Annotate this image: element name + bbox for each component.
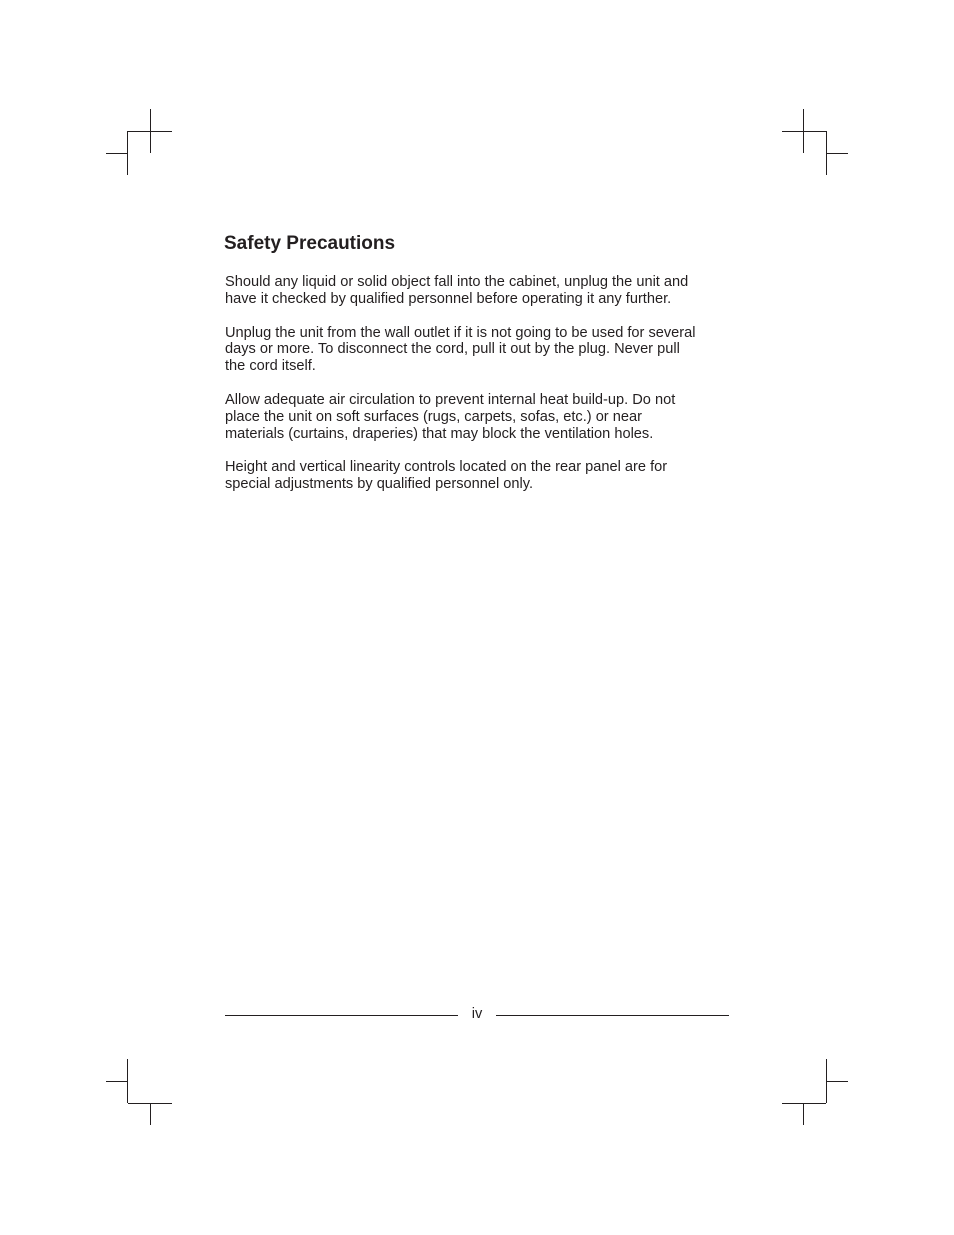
crop-mark-line	[106, 153, 128, 154]
crop-mark-line	[782, 131, 826, 132]
text-line: special adjustments by qualified personnel only.	[225, 476, 534, 493]
footer-rule-right	[496, 1015, 729, 1016]
paragraph-unplug	[225, 325, 735, 375]
crop-mark-line	[803, 1103, 804, 1125]
text-line: days or more. To disconnect the cord, pull it out by the plug. Never pull	[225, 341, 680, 358]
text-line: the cord itself.	[225, 358, 316, 375]
crop-mark-line	[150, 1103, 151, 1125]
page-title: Safety Precautions	[224, 233, 396, 254]
crop-mark-line	[826, 153, 848, 154]
text-line: Should any liquid or solid object fall into the cabinet, unplug the unit and	[225, 274, 689, 290]
text-line: Height and vertical linearity controls located on the rear panel are for	[225, 459, 668, 476]
text-line: have it checked by qualified personnel before operating it any further.	[225, 290, 672, 307]
body-text	[225, 274, 735, 510]
page-number: iv	[471, 1006, 483, 1022]
crop-mark-line	[106, 1081, 128, 1082]
crop-mark-line	[128, 131, 172, 132]
paragraph-air-circulation	[225, 392, 735, 442]
crop-mark-line	[826, 1081, 848, 1082]
text-line: Unplug the unit from the wall outlet if it is not going to be used for several	[225, 324, 696, 341]
text-line: place the unit on soft surfaces (rugs, carpets, sofas, etc.) or near	[225, 408, 642, 425]
footer-rule-left	[225, 1015, 458, 1016]
text-line: materials (curtains, draperies) that may block the ventilation holes.	[225, 425, 654, 442]
paragraph-liquid-object	[225, 274, 735, 308]
crop-mark-line	[782, 1103, 826, 1104]
text-line: Allow adequate air circulation to prevent internal heat build-up. Do not	[225, 391, 676, 408]
paragraph-controls	[225, 459, 735, 493]
